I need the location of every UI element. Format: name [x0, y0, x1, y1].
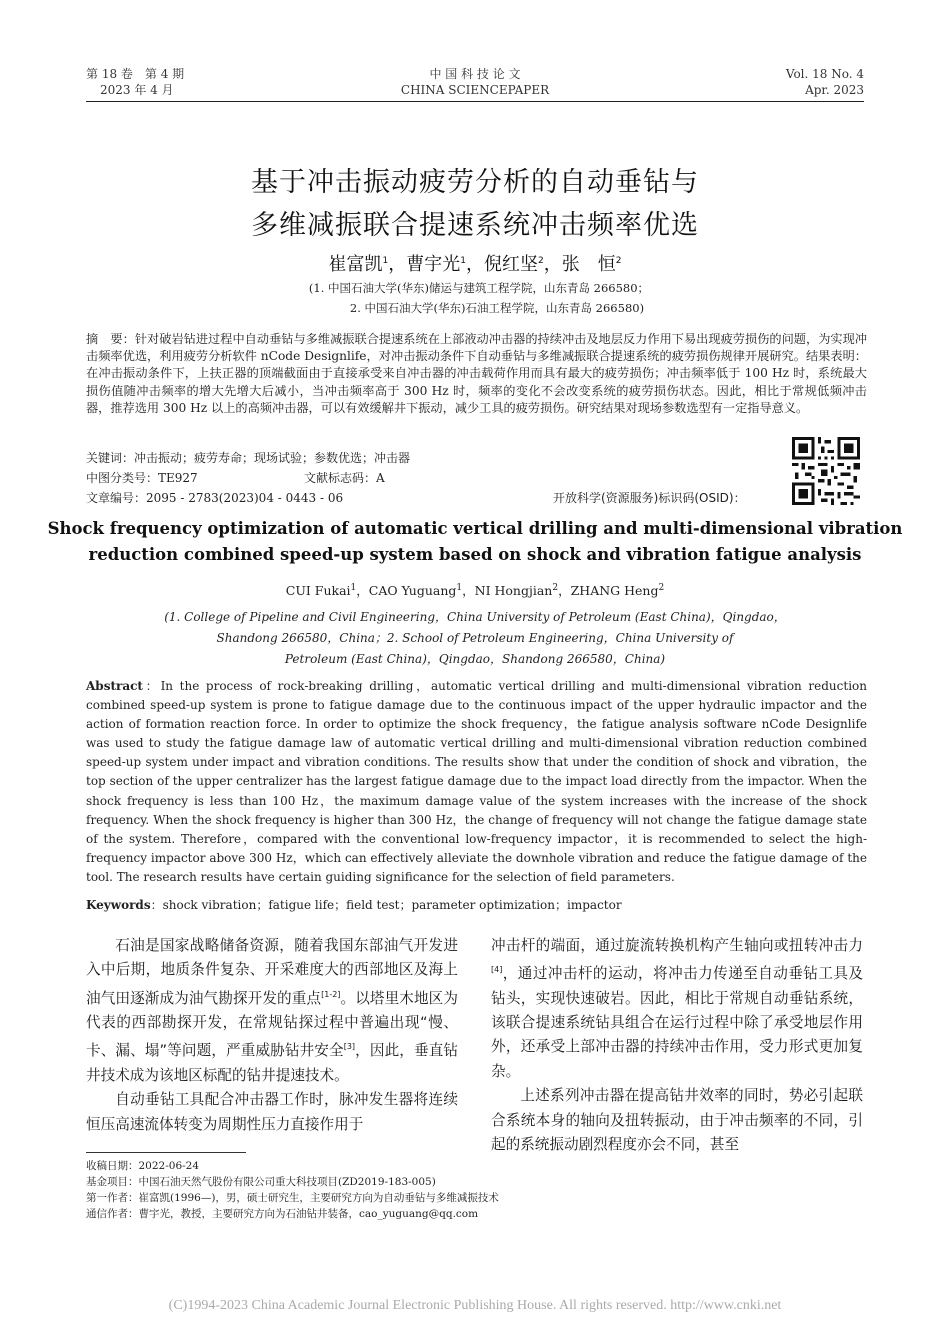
author-en-2-aff: 1 [456, 582, 463, 593]
corresponding-author: 通信作者：曹宇光，教授，主要研究方向为石油钻井装备，cao_yuguang@qq.com [86, 1208, 479, 1220]
author-en-1: CUI Fukai [285, 583, 351, 598]
title-zh-line2: 多维减振联合提速系统冲击频率优选 [251, 210, 699, 241]
title-en-line2: reduction combined speed-up system based on shock and vibration fatigue analysis [88, 545, 862, 564]
title-en [0, 516, 950, 568]
author-2: 曹宇光 [406, 254, 461, 275]
author-en-3-aff: 2 [552, 582, 559, 593]
clc-number [86, 470, 198, 487]
author-4: 张 恒 [561, 254, 616, 275]
affiliation-en-1: (1. College of Pipeline and Civil Engineering，China University of Petroleum (East China)，Qingdao， [164, 610, 786, 624]
affiliation-en-3: Petroleum (East China)，Qingdao，Shandong 266580，China) [284, 652, 666, 666]
doc-code-value: A [376, 471, 385, 485]
authors-en [0, 581, 950, 599]
clc-value: TE927 [158, 471, 198, 485]
citation[interactable]: [4] [491, 965, 503, 975]
affiliations-zh [0, 278, 950, 318]
citation[interactable]: [3] [343, 1042, 356, 1052]
author-en-4: ZHANG Heng [570, 583, 659, 598]
title-zh [0, 160, 950, 242]
keywords-zh-label: 关键词： [86, 451, 135, 465]
author-1-aff: 1 [382, 256, 389, 266]
keywords-en-label: Keywords [86, 898, 151, 912]
abstract-zh [86, 331, 867, 417]
author-2-aff: 1 [460, 256, 466, 266]
author-en-sep: ， [462, 583, 475, 598]
author-en-2: CAO Yuguang [368, 583, 457, 598]
body-paragraph: 自动垂钻工具配合冲击器工作时，脉冲发生器将连续恒压高速流体转变为周期性压力直接作用于 [86, 1091, 458, 1133]
article-no-value: 2095 - 2783(2023)04 - 0443 - 06 [146, 491, 344, 505]
keywords-zh [86, 450, 410, 467]
first-author: 第一作者：崔富凯(1996—)，男，硕士研究生，主要研究方向为自动垂钻与多维减振技术 [86, 1192, 499, 1204]
keywords-zh-text: 冲击振动；疲劳寿命；现场试验；参数优选；冲击器 [134, 451, 411, 465]
affiliations-en [110, 607, 840, 670]
copyright-notice: (C)1994-2023 China Academic Journal Electronic Publishing House. All rights reserved. http://www.cnki.net [168, 1298, 782, 1313]
title-zh-line1: 基于冲击振动疲劳分析的自动垂钻与 [251, 167, 699, 198]
citation[interactable]: [1-2] [321, 989, 341, 999]
date-en: Apr. 2023 [805, 83, 864, 97]
author-3-aff: 2 [538, 256, 544, 266]
abstract-zh-label: 摘 要： [86, 332, 135, 346]
journal-volume-en [786, 66, 864, 98]
abstract-zh-text: 针对破岩钻进过程中自动垂钻与多维减振联合提速系统在上部液动冲击器的持续冲击及地层反力作用下易出现疲劳损伤的问题，为实现冲击频率优选，利用疲劳分析软件 nCode Designlife，对冲击振动条件下自动垂钻与多维减振联合提速系统的疲劳损伤规律开展研究。结果表明：在冲击振动条件下，上扶正器的顶端截面由于直接承受来自冲击器的冲击载荷作用而具有最大的疲劳损伤；冲击频率低于 100 Hz 时，系统最大损伤值随冲击频率的增大先增大后减小，当冲击频率高于 300 Hz 时，频率的变化不会改变系统的疲劳损伤状态。因此，相比于常规低频冲击器，推荐选用 300 Hz 以上的高频冲击器，可以有效缓解井下振动，减少工具的疲劳损伤。研究结果对现场参数选型有一定指导意义。 [86, 332, 868, 415]
affiliation-zh-1: (1. 中国石油大学(华东)储运与建筑工程学院，山东青岛 266580； [308, 281, 650, 295]
osid-label [553, 490, 746, 507]
body-paragraph: 上述系列冲击器在提高钻井效率的同时，势必引起联合系统本身的轴向及扭转振动，由于冲击频率的不同，引起的系统振动剧烈程度亦会不同，甚至 [491, 1087, 863, 1154]
doc-code-label: 文献标志码： [304, 471, 377, 485]
qr-code-icon[interactable] [792, 437, 860, 505]
fund-project: 基金项目：中国石油天然气股份有限公司重大科技项目(ZD2019-183-005) [86, 1176, 436, 1188]
authors-zh [0, 250, 950, 276]
abstract-en-colon: ： [142, 679, 161, 693]
abstract-en-label: Abstract [86, 679, 143, 693]
footnotes [86, 1158, 867, 1222]
body-paragraph: 冲击杆的端面，通过旋流转换机构产生轴向或扭转冲击力[4]，通过冲击杆的运动，将冲击力传递至自动垂钻工具及钻头，实现快速破岩。因此，相比于常规自动垂钻系统，该联合提速系统钻具组合在运行过程中除了承受地层作用外，还承受上部冲击器的持续冲击作用，受力形式更加复杂。 [491, 937, 863, 1080]
author-sep: ， [466, 254, 484, 275]
footnote-divider [86, 1152, 246, 1153]
doc-code [304, 470, 385, 487]
author-4-aff: 2 [615, 256, 622, 266]
author-sep: ， [388, 254, 407, 275]
author-3: 倪红坚 [484, 254, 538, 275]
author-sep: ， [543, 254, 562, 275]
journal-name-zh: 中 国 科 技 论 文 [429, 67, 521, 81]
osid-label-text: 开放科学(资源服务)标识码(OSID)： [553, 491, 746, 505]
clc-label: 中图分类号： [86, 471, 159, 485]
body-column-left [86, 934, 458, 1137]
author-1: 崔富凯 [328, 254, 383, 275]
author-en-3: NI Hongjian [474, 583, 553, 598]
affiliation-zh-2: 2. 中国石油大学(华东)石油工程学院，山东青岛 266580) [349, 301, 645, 315]
abstract-en [86, 677, 867, 887]
body-paragraph: 石油是国家战略储备资源，随着我国东部油气开发进入中后期，地质条件复杂、开采难度大的西部地区及海上油气田逐渐成为油气勘探开发的重点[1-2]。以塔里木地区为代表的西部勘探开发，在常规钻探过程中普遍出现“慢、卡、漏、塌”等问题，严重威胁钻井安全[3]，因此，垂直钻井技术成为该地区标配的钻井提速技术。 [86, 937, 458, 1084]
author-en-4-aff: 2 [658, 582, 665, 593]
header-divider [86, 101, 864, 102]
received-date: 收稿日期：2022-06-24 [86, 1160, 200, 1172]
article-number [86, 490, 343, 507]
date-zh: 2023 年 4 月 [100, 83, 174, 97]
volume-issue-zh: 第 18 卷 第 4 期 [86, 67, 185, 81]
author-en-sep: ， [558, 583, 571, 598]
keywords-en [86, 896, 867, 915]
volume-issue-en: Vol. 18 No. 4 [785, 67, 864, 81]
author-en-sep: ， [356, 583, 369, 598]
author-en-1-aff: 1 [350, 582, 357, 593]
abstract-en-text: In the process of rock-breaking drilling，automatic vertical drilling and multi-dimensional vibration reduction combined speed-up system is prone to fatigue damage due to the continuous impact of the upper hydraulic impactor and the action of formation reaction force. In order to optimize the shock frequency，the fatigue analysis software nCode Designlife was used to study the fatigue damage law of automatic vertical drilling and multi-dimensional vibration reduction combined speed-up system under impact and vibration conditions. The results show that under the condition of shock and vibration，the top section of the upper centralizer has the largest fatigue damage due to the impact load directly from the impactor. When the shock frequency is less than 100 Hz，the maximum damage value of the system increases with the increase of the shock frequency. When the shock frequency is higher than 300 Hz，the change of frequency will not change the fatigue damage state of the system. Therefore，compared with the conventional low-frequency impactor，it is recommended to select the high-frequency impactor above 300 Hz，which can effectively alleviate the downhole vibration and reduce the fatigue damage of the tool. The research results have certain guiding significance for the selection of field parameters. [86, 679, 867, 884]
keywords-en-colon: ： [150, 898, 163, 912]
title-en-line1: Shock frequency optimization of automatic vertical drilling and multi-dimensional vibration [47, 519, 903, 538]
body-column-right [491, 934, 863, 1158]
article-no-label: 文章编号： [86, 491, 147, 505]
keywords-en-text: shock vibration；fatigue life；field test；parameter optimization；impactor [162, 898, 622, 912]
affiliation-en-2: Shandong 266580，China；2. School of Petroleum Engineering，China University of [216, 631, 734, 645]
journal-name-en: CHINA SCIENCEPAPER [400, 83, 550, 97]
